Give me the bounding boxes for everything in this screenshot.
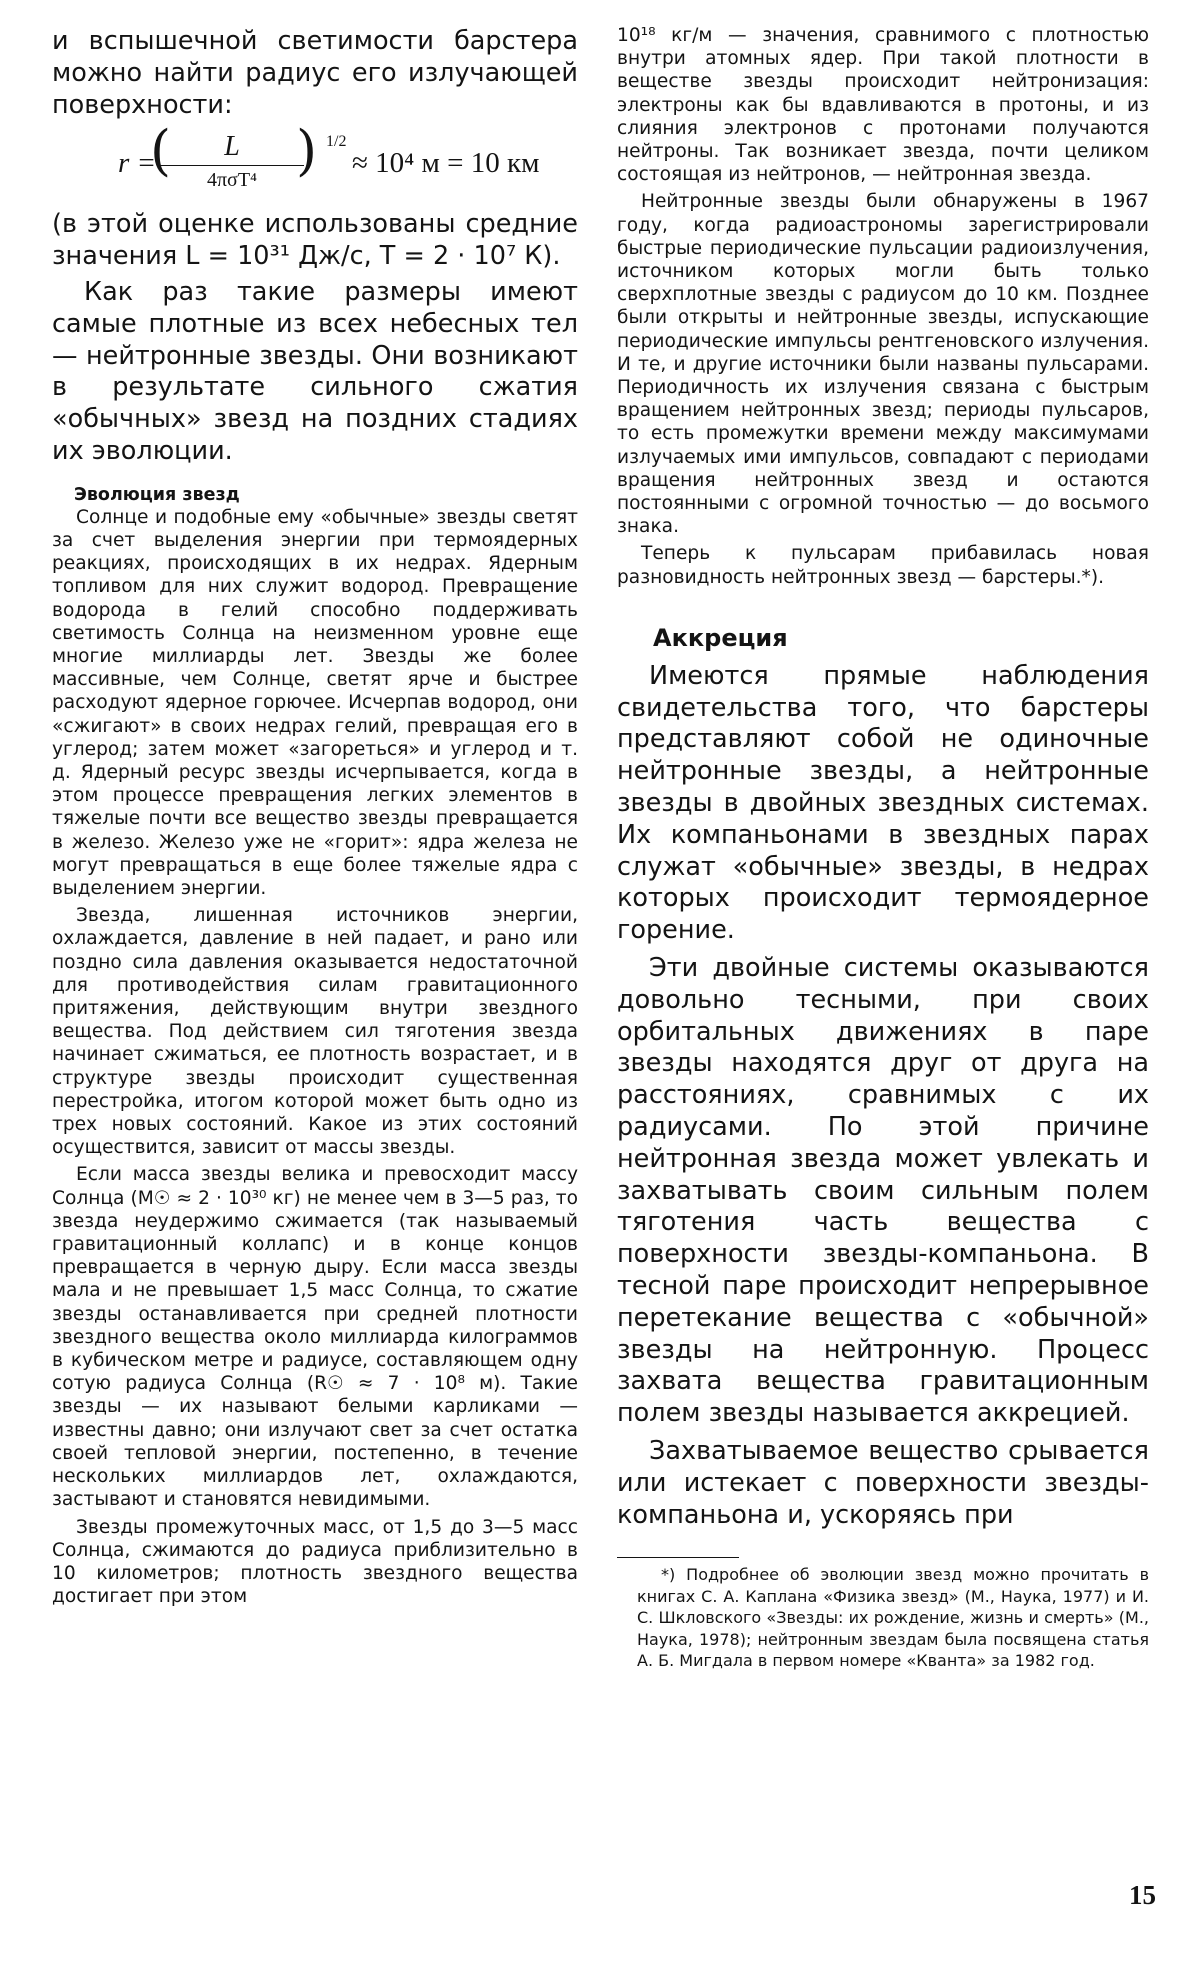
formula-left-paren: ( xyxy=(150,119,172,183)
evolution-paragraph-2: Звезда, лишенная источников энергии, охлаждается, давление в ней падает, и рано или поздно сила давления оказывается недостаточной для противодействия силам гравитационного притяжения, действующим внутри звездного вещества. Под действием сил тяготения звезда начинает сжиматься, ее плотность возрастает, и в структуре звезды происходит существенная перестройка, итогом которой может быть одно из трех новых состояний. Какое из этих состояний осуществится, зависит от массы звезды. xyxy=(52,905,578,1159)
formula-numerator: L xyxy=(224,131,240,163)
evolution-paragraph-3: Если масса звезды велика и превосходит массу Солнца (M☉ ≈ 2 · 10³⁰ кг) не менее чем в 3—5 раз, то звезда неудержимо сжимается (так называемый гравитационный коллапс) и в конце концов превращается в черную дыру. Если масса звезды мала и не превышает 1,5 масс Солнца, то сжатие звезды останавливается при средней плотности звездного вещества около миллиарда килограммов в кубическом метре и радиусе, составляющем одну сотую радиуса Солнца (R☉ ≈ 7 · 10⁸ м). Такие звезды — их называют белыми карликами — известны давно; они излучают свет за счет остатка своей тепловой энергии, постепенно, в течение нескольких миллиардов лет, охлаждаются, застывают и становятся невидимыми. xyxy=(52,1164,578,1511)
formula-rhs: ≈ 10⁴ м = 10 км xyxy=(352,147,540,180)
footnote-rule xyxy=(617,1557,739,1558)
formula-denominator: 4πσT⁴ xyxy=(206,169,258,192)
estimate-note: (в этой оценке использованы средние значения L = 10³¹ Дж/с, T = 2 · 10⁷ К). xyxy=(52,209,578,272)
page-number: 15 xyxy=(1129,1880,1156,1910)
radius-formula xyxy=(52,119,578,201)
formula-right-paren: ) xyxy=(296,119,318,183)
formula-fraction xyxy=(142,131,322,201)
neutronization-paragraph: 10¹⁸ кг/м — значения, сравнимого с плотностью внутри атомных ядер. При такой плотности в веществе звезды происходит нейтронизация: электроны как бы вдавливаются в протоны, и из слияния электронов с протонами получаются нейтроны. Так возникает звезда, почти целиком состоящая из нейтронов, — нейтронная звезда. xyxy=(617,25,1149,186)
right-column xyxy=(617,24,1149,1672)
fraction-bar xyxy=(160,165,304,166)
formula-lhs: r = xyxy=(118,147,157,180)
evolution-paragraph-1: Солнце и подобные ему «обычные» звезды светят за счет выделения энергии при термоядерных реакциях, происходящих в их недрах. Ядерным топливом для них служит водород. Превращение водорода в гелий способно поддерживать светимость Солнца на неизменном уровне еще многие миллиарды лет. Звезды же более массивные, чем Солнце, светят ярче и быстрее расходуют ядерное горючее. Исчерпав водород, они «сжигают» в своих недрах гелий, превращая его в углерод; затем может «загореться» и углерод и т. д. Ядерный ресурс звезды исчерпывается, когда в этом процессе превращения легких элементов в тяжелые почти все вещество звезды превращается в железо. Железо уже не «горит»: ядра железа не могут превращаться в еще более тяжелые ядра с выделением энергии. xyxy=(52,506,578,900)
bursters-paragraph: Теперь к пульсарам прибавилась новая разновидность нейтронных звезд — барстеры.*). xyxy=(617,543,1149,588)
evolution-paragraph-4: Звезды промежуточных масс, от 1,5 до 3—5 масс Солнца, сжимаются до радиуса приблизительно в 10 километров; плотность звездного вещества достигает при этом xyxy=(52,1516,578,1608)
accretion-paragraph-1: Имеются прямые наблюдения свидетельства того, что барстеры представляют собой не одиночные нейтронные звезды, а нейтронные звезды в двойных звездных системах. Их компаньонами в звездных парах служат «обычные» звезды, в недрах которых происходит термоядерное горение. xyxy=(617,660,1149,946)
intro-paragraph: и вспышечной светимости барстера можно найти радиус его излучающей поверхности: xyxy=(52,26,578,120)
neutron-intro-paragraph: Как раз такие размеры имеют самые плотные из всех небесных тел — нейтронные звезды. Они возникают в результате сильного сжатия «обычных» звезд на поздних стадиях их эволюции. xyxy=(52,276,578,466)
accretion-paragraph-2: Эти двойные системы оказываются довольно тесными, при своих орбитальных движениях в паре звезды находятся друг от друга на расстояниях, сравнимых с их радиусами. По этой причине нейтронная звезда может увлекать и захватывать своим сильным полем тяготения часть вещества с поверхности звезды-компаньона. В тесной паре происходит непрерывное перетекание вещества с «обычной» звезды на нейтронную. Процесс захвата вещества гравитационным полем звезды называется аккрецией. xyxy=(617,953,1149,1429)
accretion-paragraph-3: Захватываемое вещество срывается или истекает с поверхности звезды-компаньона и, ускоряясь при xyxy=(617,1436,1149,1530)
footnote: *) Подробнее об эволюции звезд можно прочитать в книгах С. А. Каплана «Физика звезд» (М., Наука, 1977) и И. С. Шкловского «Звезды: их рождение, жизнь и смерть» (М., Наука, 1978); нейтронным звездам была посвящена статья А. Б. Мигдала в первом номере «Кванта» за 1982 год. xyxy=(637,1565,1149,1671)
pulsar-paragraph: Нейтронные звезды были обнаружены в 1967 году, когда радиоастрономы зарегистрировали быстрые периодические пульсации радиоизлучения, источником которых могли быть только сверхплотные звезды с радиусом до 10 км. Позднее были открыты и нейтронные звезды, испускающие периодические импульсы рентгеновского излучения. И те, и другие источники были названы пульсарами. Периодичность их излучения связана с быстрым вращением нейтронных звезд; периоды пульсаров, то есть промежутки времени между максимумами излучаемых ими импульсов, совпадают с периодами вращения нейтронных звезд и остаются постоянными с огромной точностью — до восьмого знака. xyxy=(617,191,1149,538)
left-column xyxy=(52,26,578,1608)
section-title-accretion: Аккреция xyxy=(653,623,788,652)
formula-exponent: 1/2 xyxy=(326,133,347,151)
section-title-evolution: Эволюция звезд xyxy=(74,484,240,505)
